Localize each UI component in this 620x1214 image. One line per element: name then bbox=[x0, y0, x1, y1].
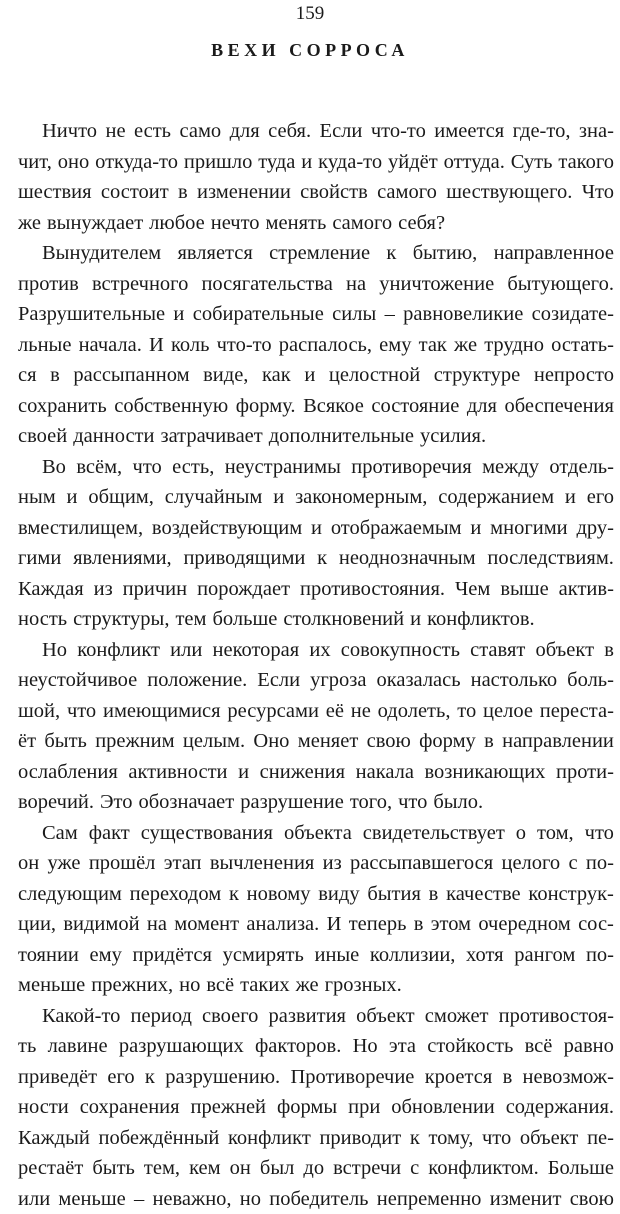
text-line: Каждая из причин порождает противостояния. Чем выше актив- bbox=[18, 574, 614, 605]
text-line: неустойчивое положение. Если угроза оказалась настолько боль- bbox=[18, 665, 614, 696]
text-line: следующим переходом к новому виду бытия в качестве конструк- bbox=[18, 879, 614, 910]
text-line: ности сохранения прежней формы при обновлении содержания. bbox=[18, 1092, 614, 1123]
text-line: льные начала. И коль что-то распалось, ему так же трудно остать- bbox=[18, 330, 614, 361]
text-line: Сам факт существования объекта свидетельствует о том, что bbox=[18, 818, 614, 849]
text-line: Но конфликт или некоторая их совокупность ставят объект в bbox=[18, 635, 614, 666]
text-line: вместилищем, воздействующим и отображаемым и многими дру- bbox=[18, 513, 614, 544]
text-line: Во всём, что есть, неустранимы противоречия между отдель- bbox=[18, 452, 614, 483]
text-line: сохранить собственную форму. Всякое состояние для обеспечения bbox=[18, 391, 614, 422]
text-line: ть лавине разрушающих факторов. Но эта стойкость всё равно bbox=[18, 1031, 614, 1062]
text-line: рестаёт быть тем, кем он был до встречи с конфликтом. Больше bbox=[18, 1153, 614, 1184]
text-line: гими явлениями, приводящими к неоднозначным последствиям. bbox=[18, 543, 614, 574]
text-line: ность структуры, тем больше столкновений и конфликтов. bbox=[18, 604, 614, 635]
text-line: ся в рассыпанном виде, как и целостной структуре непросто bbox=[18, 360, 614, 391]
text-line: воречий. Это обозначает разрушение того, что было. bbox=[18, 787, 614, 818]
text-line: шествия состоит в изменении свойств самого шествующего. Что bbox=[18, 177, 614, 208]
text-line: ции, видимой на момент анализа. И теперь в этом очередном сос- bbox=[18, 909, 614, 940]
text-line: меньше прежних, но всё таких же грозных. bbox=[18, 970, 614, 1001]
text-line: он уже прошёл этап вычленения из рассыпавшегося целого с по- bbox=[18, 848, 614, 879]
text-line: ным и общим, случайным и закономерным, содержанием и его bbox=[18, 482, 614, 513]
text-line: или меньше – неважно, но победитель непременно изменит свою bbox=[18, 1184, 614, 1214]
text-line: ослабления активности и снижения накала возникающих проти- bbox=[18, 757, 614, 788]
text-line: ёт быть прежним целым. Оно меняет свою форму в направлении bbox=[18, 726, 614, 757]
page-number: 159 bbox=[0, 2, 620, 26]
text-line: своей данности затрачивает дополнительные усилия. bbox=[18, 421, 614, 452]
text-line: Разрушительные и собирательные силы – равновеликие созидате- bbox=[18, 299, 614, 330]
text-line: тоянии ему придётся усмирять иные коллизии, хотя рангом по- bbox=[18, 940, 614, 971]
text-line: шой, что имеющимися ресурсами её не одолеть, то целое переста- bbox=[18, 696, 614, 727]
text-line: Каждый побеждённый конфликт приводит к тому, что объект пе- bbox=[18, 1123, 614, 1154]
text-line: чит, оно откуда-то пришло туда и куда-то уйдёт оттуда. Суть такого bbox=[18, 147, 614, 178]
text-line: Ничто не есть само для себя. Если что-то имеется где-то, зна- bbox=[18, 116, 614, 147]
text-line: же вынуждает любое нечто менять самого себя? bbox=[18, 208, 614, 239]
text-line: против встречного посягательства на уничтожение бытующего. bbox=[18, 269, 614, 300]
body-text bbox=[18, 116, 614, 1214]
running-title: ВЕХИ СОРРОСА bbox=[0, 38, 620, 62]
text-line: Вынудителем является стремление к бытию, направленное bbox=[18, 238, 614, 269]
text-line: Какой-то период своего развития объект сможет противостоя- bbox=[18, 1001, 614, 1032]
text-line: приведёт его к разрушению. Противоречие кроется в невозмож- bbox=[18, 1062, 614, 1093]
